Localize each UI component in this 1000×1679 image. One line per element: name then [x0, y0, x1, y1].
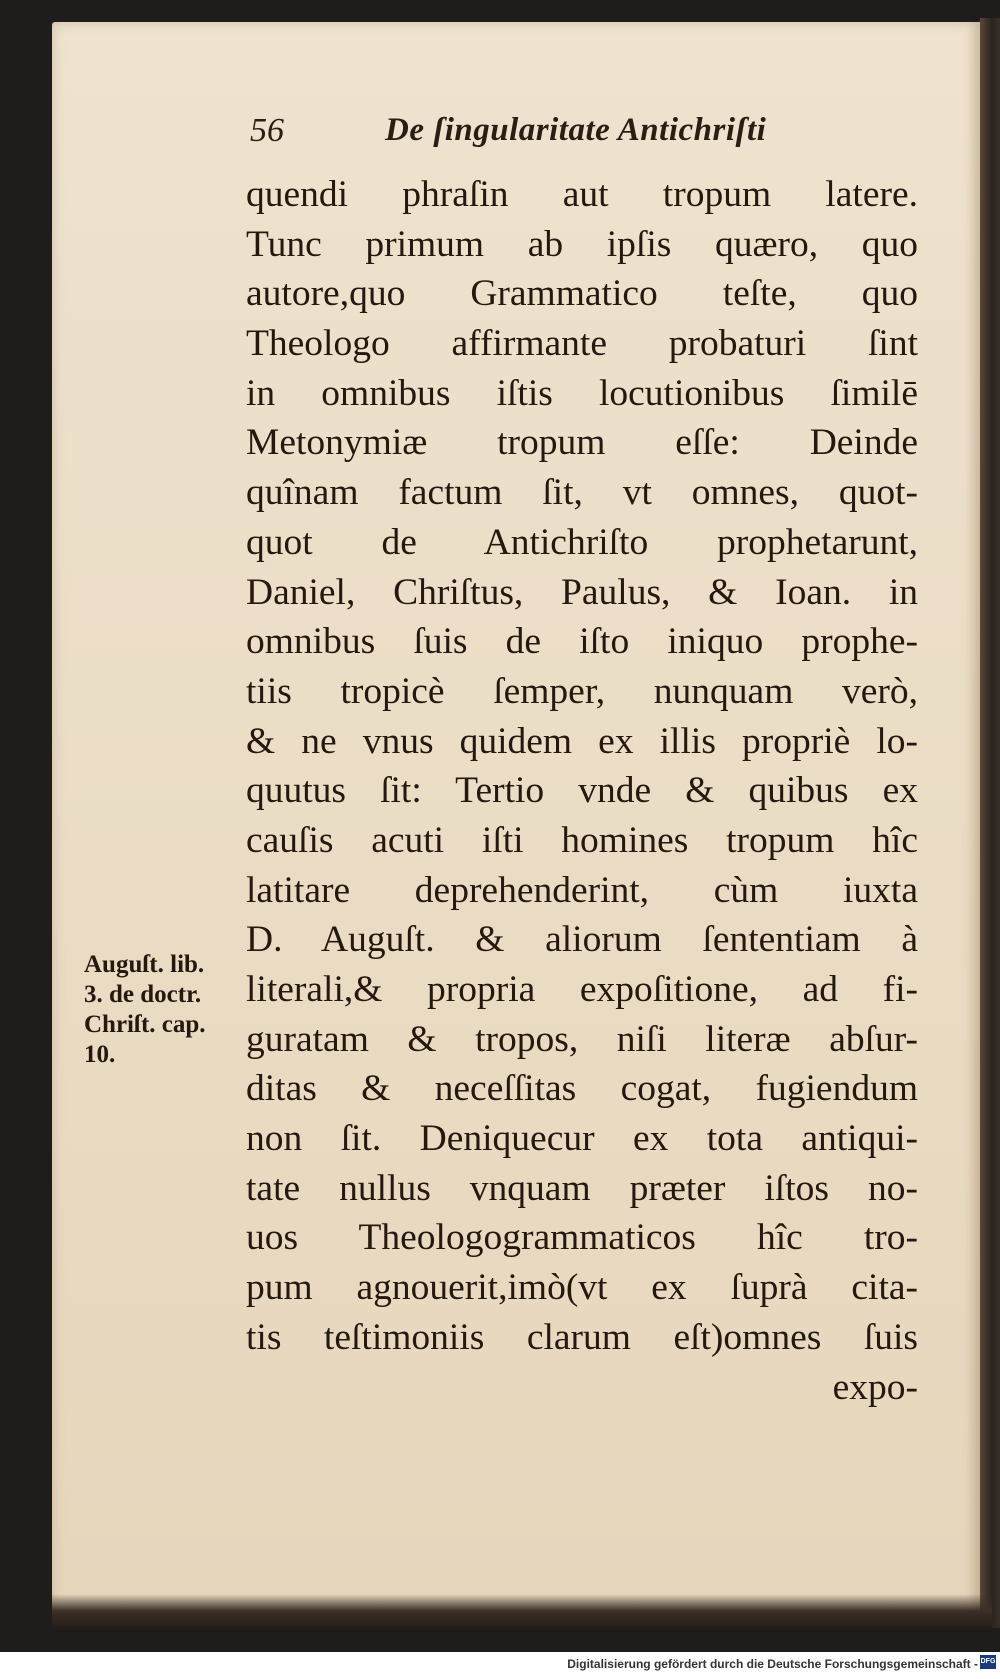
- text-line: guratam & tropos, niſi literæ abſur-: [246, 1018, 918, 1060]
- footer-credit: Digitalisierung gefördert durch die Deutsche Forschungsgemeinschaft -: [567, 1657, 978, 1671]
- catchword: expo-: [832, 1366, 918, 1408]
- text-line: autore,quo Grammatico teſte, quo: [246, 273, 918, 315]
- text-line: cauſis acuti iſti homines tropum hîc: [246, 819, 918, 861]
- footer-bar: [0, 1652, 1000, 1679]
- marginal-note-line: 3. de doctr.: [84, 981, 202, 1008]
- text-line: quot de Antichriſto prophetarunt,: [246, 521, 918, 563]
- page-number: 56: [250, 112, 284, 149]
- text-line: & ne vnus quidem ex illis propriè lo-: [246, 720, 918, 762]
- marginal-note-line: 10.: [84, 1041, 116, 1068]
- text-line: in omnibus iſtis locutionibus ſimilē: [246, 372, 918, 414]
- text-line: pum agnouerit,imò(vt ex ſuprà cita-: [246, 1267, 918, 1309]
- text-line: Metonymiæ tropum eſſe: Deinde: [246, 422, 918, 464]
- text-line: tate nullus vnquam præter iſtos no-: [246, 1167, 918, 1209]
- marginal-note-line: Chriſt. cap.: [84, 1011, 206, 1038]
- page-edge-shadow: [980, 18, 1000, 1628]
- text-line: Daniel, Chriſtus, Paulus, & Ioan. in: [246, 571, 918, 613]
- text-line: D. Auguſt. & aliorum ſententiam à: [246, 919, 918, 961]
- page-header: [250, 112, 900, 156]
- text-line: tiis tropicè ſemper, nunquam verò,: [246, 670, 918, 712]
- text-line: quutus ſit: Tertio vnde & quibus ex: [246, 770, 918, 812]
- marginal-note: [84, 950, 244, 1070]
- dfg-logo: DFG: [980, 1655, 996, 1669]
- body-text: [246, 170, 918, 1412]
- text-line: quendi phraſin aut tropum latere.: [246, 174, 918, 215]
- page-bottom-edge: [52, 1594, 992, 1632]
- text-line: quînam factum ſit, vt omnes, quot-: [246, 472, 918, 514]
- text-line: literali,& propria expoſitione, ad fi-: [246, 969, 918, 1010]
- text-line: Theologo affirmante probaturi ſint: [246, 323, 918, 365]
- text-line: ditas & neceſſitas cogat, fugiendum: [246, 1068, 918, 1110]
- text-line: tis teſtimoniis clarum eſt)omnes ſuis: [246, 1316, 918, 1358]
- text-line: non ſit. Deniquecur ex tota antiqui-: [246, 1118, 918, 1160]
- text-line: omnibus ſuis de iſto iniquo prophe-: [246, 621, 918, 663]
- running-head: De ſingularitate Antichriſti: [385, 112, 767, 148]
- text-line: latitare deprehenderint, cùm iuxta: [246, 869, 918, 911]
- text-line: Tunc primum ab ipſis quæro, quo: [246, 223, 918, 265]
- text-line: uos Theologogrammaticos hîc tro-: [246, 1217, 918, 1259]
- marginal-note-line: Auguſt. lib.: [84, 951, 205, 978]
